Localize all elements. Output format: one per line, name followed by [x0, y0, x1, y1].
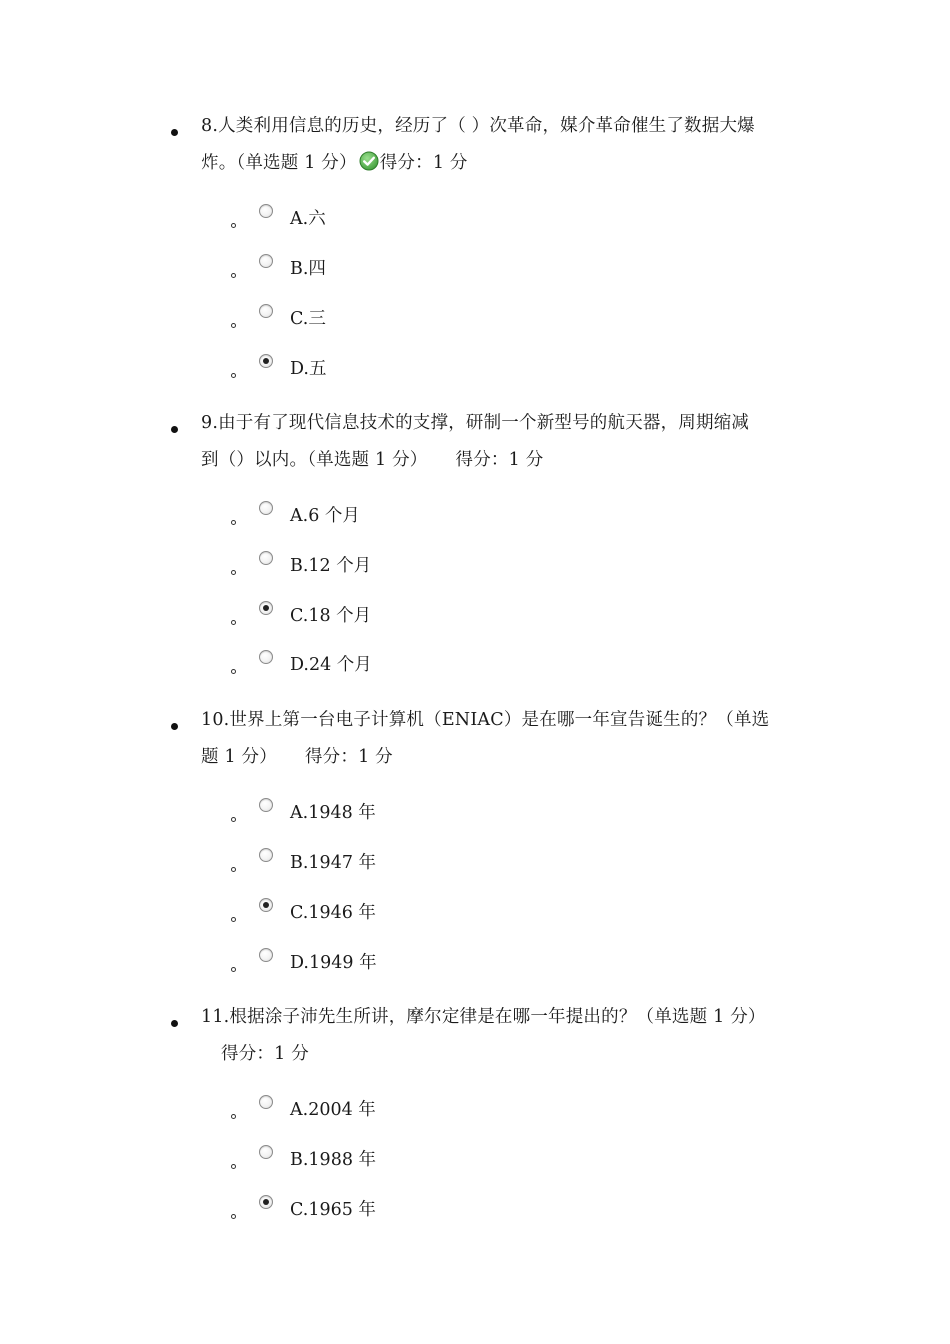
question-line — [201, 739, 811, 776]
score-label: 得分：1 分 — [221, 1044, 309, 1064]
option-row[interactable] — [0, 599, 950, 639]
radio-button[interactable] — [259, 501, 273, 515]
option-label: D.24 个月 — [290, 655, 372, 675]
option-label: B.1947 年 — [290, 853, 377, 873]
score-label: 得分：1 分 — [455, 450, 544, 470]
question-line: 11.根据涂子沛先生所讲，摩尔定律是在哪一年提出的？（单选题 1 分） — [201, 1007, 766, 1027]
option-bullet — [231, 1114, 236, 1119]
radio-button-selected[interactable] — [259, 601, 273, 615]
option-label: C.1946 年 — [290, 903, 376, 923]
score-label: 得分：1 分 — [379, 153, 468, 173]
option-label: D.1949 年 — [290, 953, 377, 973]
option-row[interactable] — [0, 846, 950, 886]
radio-button[interactable] — [259, 798, 273, 812]
option-bullet — [231, 620, 236, 625]
question-line — [201, 442, 811, 479]
option-bullet — [231, 1214, 236, 1219]
option-bullet — [231, 323, 236, 328]
option-bullet — [231, 570, 236, 575]
question-text — [201, 108, 811, 182]
option-row[interactable] — [0, 1143, 950, 1183]
radio-button[interactable] — [259, 304, 273, 318]
option-row[interactable] — [0, 1093, 950, 1133]
question-bullet — [171, 129, 178, 136]
radio-button-selected[interactable] — [259, 898, 273, 912]
question-bullet — [171, 1020, 178, 1027]
option-row[interactable] — [0, 302, 950, 342]
option-bullet — [231, 967, 236, 972]
question-line: 10.世界上第一台电子计算机（ENIAC）是在哪一年宣告诞生的？（单选 — [201, 710, 770, 730]
question-line: 8.人类利用信息的历史，经历了（ ）次革命，媒介革命催生了数据大爆 — [201, 116, 755, 136]
radio-button[interactable] — [259, 1145, 273, 1159]
option-bullet — [231, 273, 236, 278]
question-line-text: 炸。（单选题 1 分） — [201, 153, 357, 173]
radio-button[interactable] — [259, 551, 273, 565]
option-label: A.六 — [290, 209, 326, 229]
option-bullet — [231, 867, 236, 872]
option-label: A.1948 年 — [290, 803, 376, 823]
option-row[interactable] — [0, 352, 950, 392]
option-row[interactable] — [0, 252, 950, 292]
option-row[interactable] — [0, 499, 950, 539]
option-row[interactable] — [0, 896, 950, 936]
option-bullet — [231, 1164, 236, 1169]
radio-button-selected[interactable] — [259, 1195, 273, 1209]
radio-button[interactable] — [259, 254, 273, 268]
option-label: C.三 — [290, 309, 326, 329]
option-label: A.2004 年 — [290, 1100, 376, 1120]
radio-button[interactable] — [259, 650, 273, 664]
question-text — [201, 405, 811, 479]
option-label: A.6 个月 — [290, 506, 360, 526]
question-line — [201, 145, 811, 182]
question-text — [201, 702, 811, 776]
option-bullet — [231, 917, 236, 922]
option-bullet — [231, 817, 236, 822]
option-label: B.四 — [290, 259, 326, 279]
score-label: 得分：1 分 — [304, 747, 393, 767]
option-bullet — [231, 520, 236, 525]
question-line-text: 题 1 分） — [201, 747, 277, 767]
option-label: C.18 个月 — [290, 606, 372, 626]
question-line-text: 到（）以内。（单选题 1 分） — [201, 450, 428, 470]
radio-button[interactable] — [259, 204, 273, 218]
question-line: 9.由于有了现代信息技术的支撑，研制一个新型号的航天器，周期缩减 — [201, 413, 750, 433]
question-text — [201, 999, 811, 1073]
check-circle-icon — [359, 151, 379, 171]
option-label: C.1965 年 — [290, 1200, 376, 1220]
option-bullet — [231, 223, 236, 228]
option-row[interactable] — [0, 946, 950, 986]
option-row[interactable] — [0, 549, 950, 589]
radio-button-selected[interactable] — [259, 354, 273, 368]
option-label: B.1988 年 — [290, 1150, 377, 1170]
radio-button[interactable] — [259, 948, 273, 962]
option-bullet — [231, 373, 236, 378]
question-bullet — [171, 426, 178, 433]
radio-button[interactable] — [259, 848, 273, 862]
option-row[interactable] — [0, 202, 950, 242]
option-row[interactable] — [0, 1193, 950, 1233]
option-row[interactable] — [0, 648, 950, 688]
option-row[interactable] — [0, 796, 950, 836]
option-bullet — [231, 669, 236, 674]
option-label: B.12 个月 — [290, 556, 372, 576]
option-label: D.五 — [290, 359, 327, 379]
question-bullet — [171, 723, 178, 730]
question-line — [201, 1036, 811, 1073]
radio-button[interactable] — [259, 1095, 273, 1109]
